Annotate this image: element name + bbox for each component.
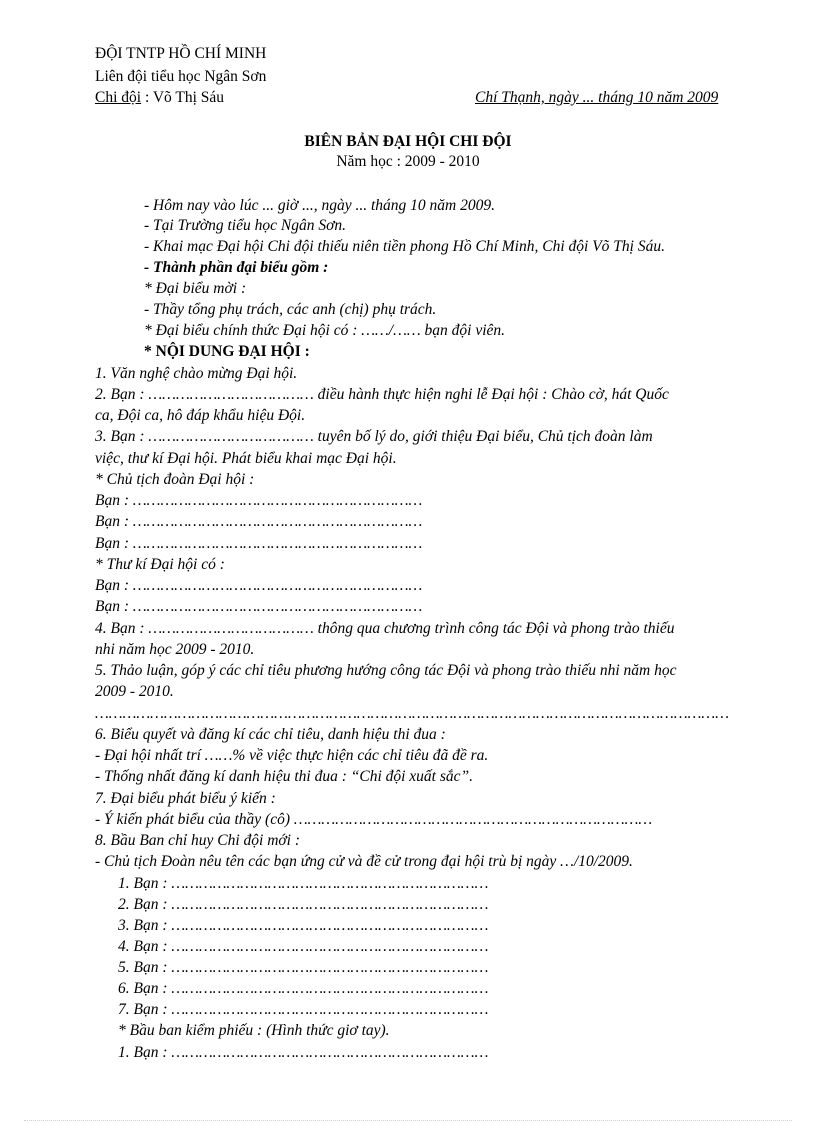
body-line: - Đại hội nhất trí ……% về việc thực hiện các chỉ tiêu đã đề ra. [95,747,489,764]
dotted-line: ………………………………………………………………………………………………………………………… [95,705,729,722]
body-line: 3. Bạn : ……………………………… tuyên bố lý do, giới thiệu Đại biểu, Chủ tịch đoàn làm [95,428,653,445]
body-line: Bạn : ……………………………………………………… [95,577,423,594]
body-line: 2009 - 2010. [95,683,174,700]
candidate-item: 3. Bạn : …………………………………………………………… [118,917,489,934]
body-line: - Chủ tịch Đoàn nêu tên các bạn ứng cử và đề cử trong đại hội trù bị ngày …/10/2009. [95,853,633,870]
body-line: 8. Bầu Ban chỉ huy Chi đội mới : [95,832,301,849]
document-title: BIÊN BẢN ĐẠI HỘI CHI ĐỘI [304,133,512,150]
candidate-item: 5. Bạn : …………………………………………………………… [118,959,489,976]
candidate-item: 7. Bạn : …………………………………………………………… [118,1001,489,1018]
candidate-item: 1. Bạn : …………………………………………………………… [118,875,489,892]
body-line: Bạn : ……………………………………………………… [95,492,423,509]
body-line: 5. Thảo luận, góp ý các chỉ tiêu phương hướng công tác Đội và phong trào thiếu nhi năm học [95,662,677,679]
body-line: việc, thư kí Đại hội. Phát biểu khai mạc Đại hội. [95,450,397,467]
chi-doi-line [95,88,224,108]
intro-line: * Đại biểu mời : [144,280,247,297]
chi-doi-value: : Võ Thị Sáu [144,89,225,106]
body-line: - Ý kiến phát biểu của thầy (cô) …………………………………………………………………… [95,811,653,828]
body-line: * Thư kí Đại hội có : [95,556,225,573]
intro-line: - Hôm nay vào lúc ... giờ ..., ngày ... tháng 10 năm 2009. [144,197,495,214]
intro-line: - Thầy tổng phụ trách, các anh (chị) phụ trách. [144,301,437,318]
section-heading: * NỘI DUNG ĐẠI HỘI : [144,343,310,360]
body-line: 7. Đại biểu phát biểu ý kiến : [95,790,276,807]
chi-doi-label: Chi đội [95,89,142,106]
intro-line: - Thành phần đại biểu gồm : [144,259,329,276]
counting-heading: * Bầu ban kiểm phiếu : (Hình thức giơ tay). [118,1022,390,1039]
intro-line: * Đại biểu chính thức Đại hội có : ……/…… bạn đội viên. [144,322,506,339]
place-date: Chí Thạnh, ngày ... tháng 10 năm 2009 [475,89,719,106]
intro-line: - Khai mạc Đại hội Chi đội thiếu niên tiền phong Hồ Chí Minh, Chi đội Võ Thị Sáu. [144,238,665,255]
body-line: 6. Biểu quyết và đăng kí các chỉ tiêu, danh hiệu thi đua : [95,726,446,743]
body-line: 4. Bạn : ……………………………… thông qua chương trình công tác Đội và phong trào thiếu [95,620,675,637]
body-line: nhi năm học 2009 - 2010. [95,641,255,658]
candidate-item: 6. Bạn : …………………………………………………………… [118,980,489,997]
intro-line: - Tại Trường tiểu học Ngân Sơn. [144,217,346,234]
school-year: Năm học : 2009 - 2010 [336,153,480,170]
body-line: * Chủ tịch đoàn Đại hội : [95,471,255,488]
org-name: ĐỘI TNTP HỒ CHÍ MINH [95,45,267,62]
body-line: 1. Văn nghệ chào mừng Đại hội. [95,365,298,382]
candidate-item: 2. Bạn : …………………………………………………………… [118,896,489,913]
body-line: - Thống nhất đăng kí danh hiệu thi đua : “Chi đội xuất sắc”. [95,768,474,785]
body-line: Bạn : ……………………………………………………… [95,535,423,552]
body-line: ca, Đội ca, hô đáp khẩu hiệu Đội. [95,407,306,424]
page-bottom-rule [24,1120,792,1121]
counting-item: 1. Bạn : …………………………………………………………… [118,1044,489,1061]
body-line: 2. Bạn : ……………………………… điều hành thực hiện nghi lễ Đại hội : Chào cờ, hát Quốc [95,386,669,403]
body-line: Bạn : ……………………………………………………… [95,513,423,530]
lien-doi-name: Liên đội tiểu học Ngân Sơn [95,68,267,85]
candidate-item: 4. Bạn : …………………………………………………………… [118,938,489,955]
body-line: Bạn : ……………………………………………………… [95,598,423,615]
